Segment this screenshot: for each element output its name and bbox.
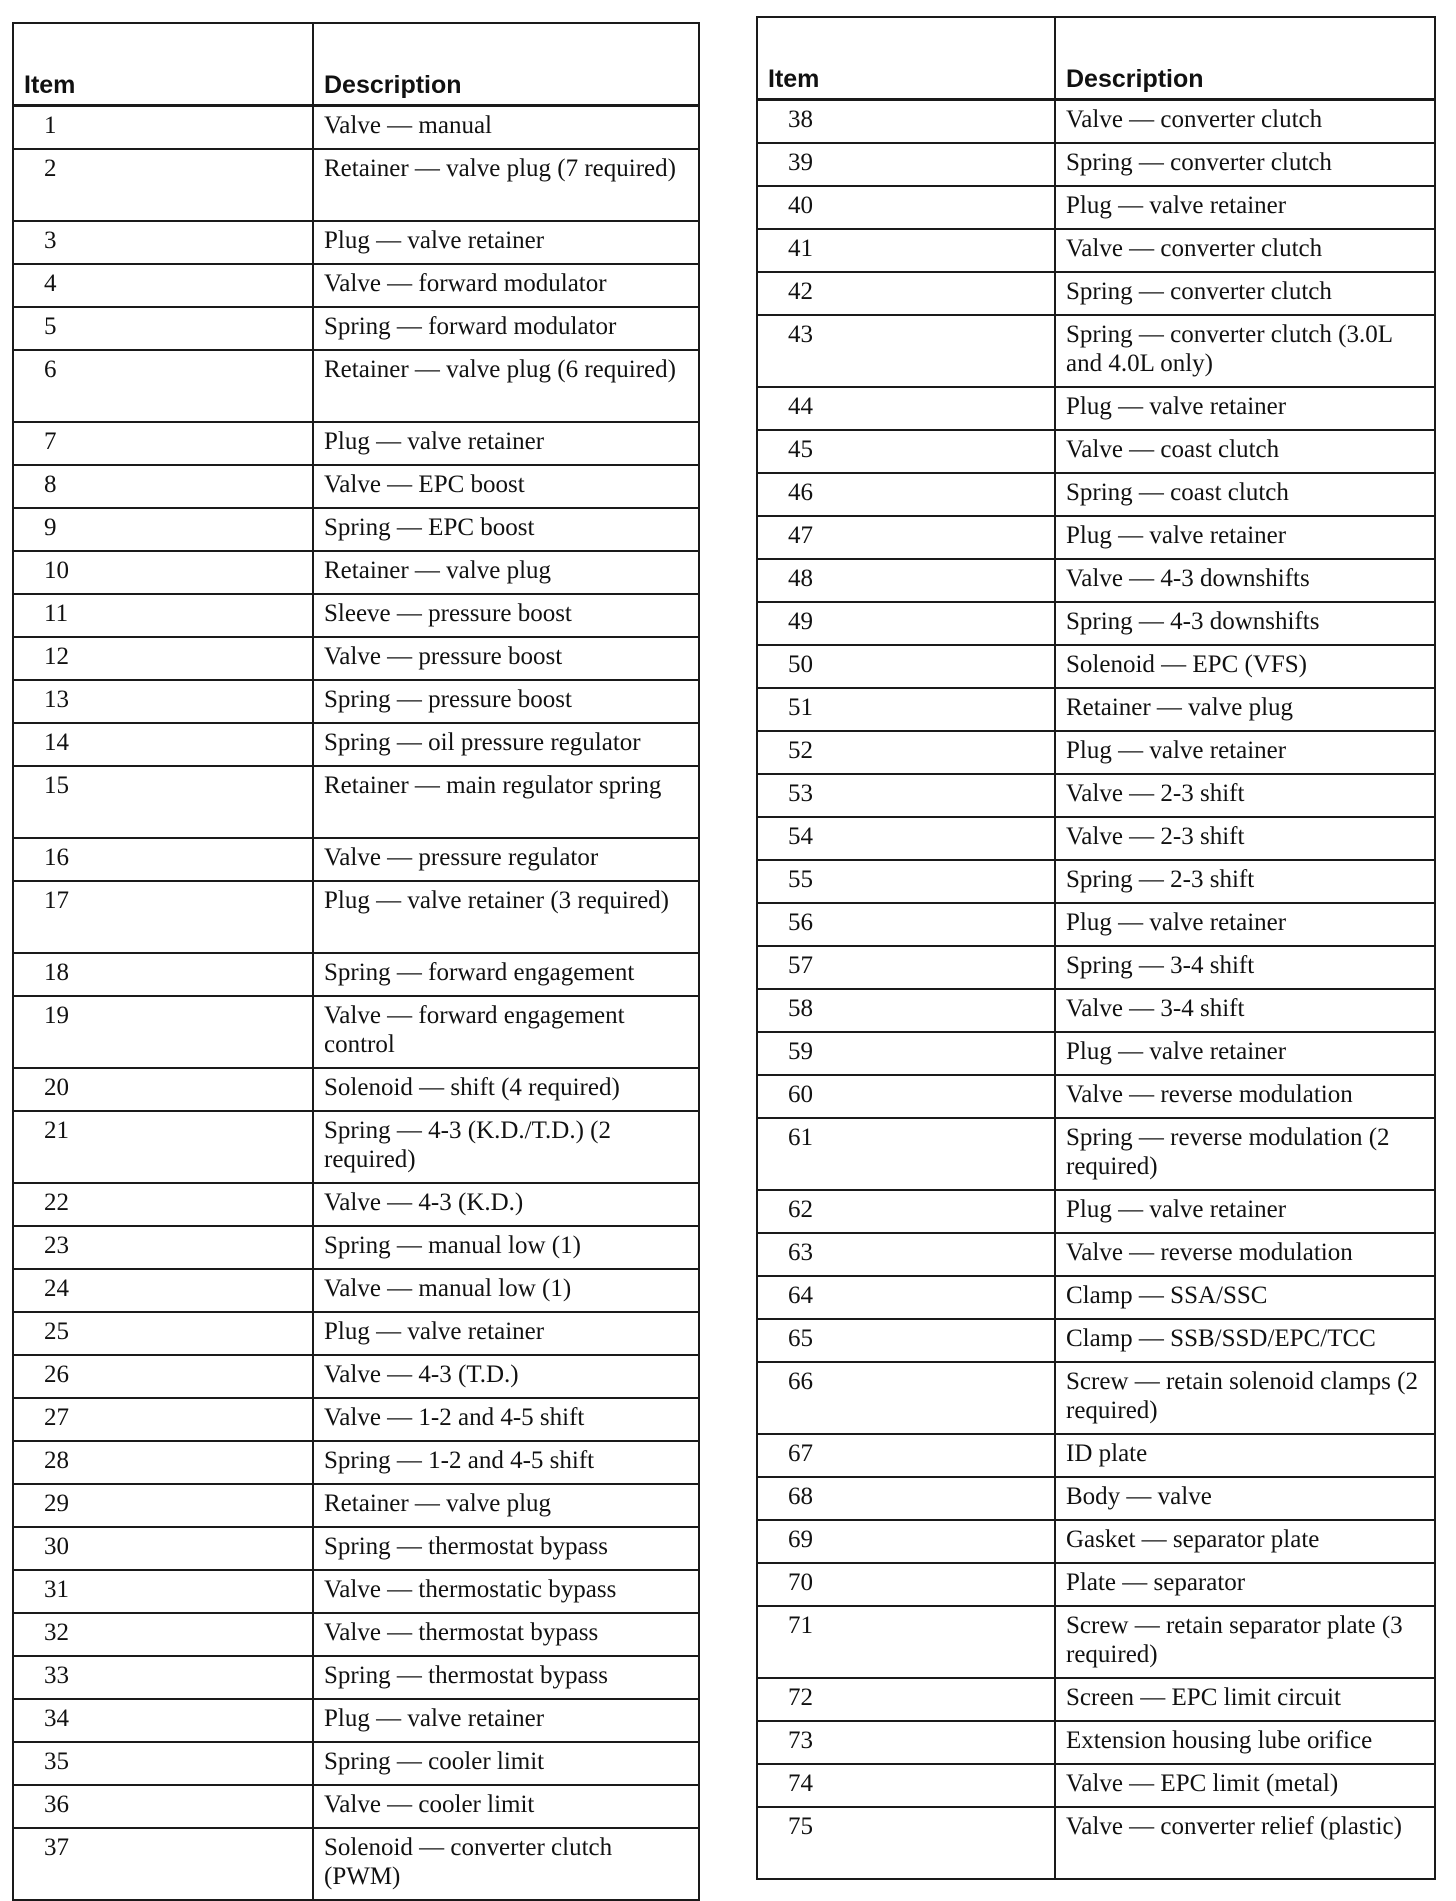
- item-number-cell: 6: [13, 350, 313, 422]
- table-row: [13, 1312, 699, 1355]
- table-row: [757, 946, 1435, 989]
- table-row: [13, 264, 699, 307]
- item-number-cell: 69: [757, 1520, 1055, 1563]
- item-description-cell: Plate — separator: [1055, 1563, 1435, 1606]
- item-number-cell: 31: [13, 1570, 313, 1613]
- item-description-cell: Spring — forward engagement: [313, 953, 699, 996]
- item-description-cell: Spring — pressure boost: [313, 680, 699, 723]
- item-description-cell: Valve — 2-3 shift: [1055, 817, 1435, 860]
- item-description-cell: Spring — coast clutch: [1055, 473, 1435, 516]
- item-number-cell: 56: [757, 903, 1055, 946]
- item-number-cell: 36: [13, 1785, 313, 1828]
- table-row: [13, 1398, 699, 1441]
- item-description-cell: Body — valve: [1055, 1477, 1435, 1520]
- item-number-cell: 72: [757, 1678, 1055, 1721]
- table-row: [13, 723, 699, 766]
- table-row: [13, 1484, 699, 1527]
- item-description-cell: Valve — 4-3 (T.D.): [313, 1355, 699, 1398]
- item-description-cell: Spring — EPC boost: [313, 508, 699, 551]
- item-number-cell: 5: [13, 307, 313, 350]
- item-description-cell: Retainer — valve plug: [1055, 688, 1435, 731]
- item-description-cell: Valve — EPC limit (metal): [1055, 1764, 1435, 1807]
- item-description-cell: Valve — coast clutch: [1055, 430, 1435, 473]
- item-number-cell: 47: [757, 516, 1055, 559]
- item-description-cell: Screen — EPC limit circuit: [1055, 1678, 1435, 1721]
- item-description-cell: Valve — reverse modulation: [1055, 1233, 1435, 1276]
- table-row: [757, 1276, 1435, 1319]
- parts-table-left: [12, 22, 700, 1901]
- table-row: [757, 315, 1435, 387]
- table-row: [13, 766, 699, 838]
- table-row: [13, 637, 699, 680]
- table-row: [13, 1269, 699, 1312]
- item-description-cell: Valve — thermostatic bypass: [313, 1570, 699, 1613]
- item-number-cell: 57: [757, 946, 1055, 989]
- item-description-cell: Spring — oil pressure regulator: [313, 723, 699, 766]
- table-row: [13, 1183, 699, 1226]
- item-description-cell: Plug — valve retainer: [1055, 731, 1435, 774]
- table-row: [757, 1807, 1435, 1879]
- item-description-cell: Spring — converter clutch: [1055, 143, 1435, 186]
- table-row: [757, 1477, 1435, 1520]
- table-row: [13, 996, 699, 1068]
- table-row: [757, 645, 1435, 688]
- table-row: [757, 1606, 1435, 1678]
- table-row: [757, 1563, 1435, 1606]
- item-description-cell: Plug — valve retainer: [1055, 1190, 1435, 1233]
- item-number-cell: 53: [757, 774, 1055, 817]
- item-number-cell: 70: [757, 1563, 1055, 1606]
- table-row: [13, 1570, 699, 1613]
- item-number-cell: 45: [757, 430, 1055, 473]
- item-number-cell: 3: [13, 221, 313, 264]
- item-number-cell: 66: [757, 1362, 1055, 1434]
- item-description-cell: Gasket — separator plate: [1055, 1520, 1435, 1563]
- item-description-cell: Valve — converter clutch: [1055, 229, 1435, 272]
- item-number-cell: 51: [757, 688, 1055, 731]
- item-description-cell: Plug — valve retainer: [313, 221, 699, 264]
- item-number-cell: 11: [13, 594, 313, 637]
- item-number-cell: 49: [757, 602, 1055, 645]
- item-description-cell: Screw — retain separator plate (3 required): [1055, 1606, 1435, 1678]
- item-number-cell: 28: [13, 1441, 313, 1484]
- item-description-cell: Spring — 4-3 downshifts: [1055, 602, 1435, 645]
- item-description-cell: Valve — EPC boost: [313, 465, 699, 508]
- item-description-cell: Spring — 1-2 and 4-5 shift: [313, 1441, 699, 1484]
- table-row: [757, 774, 1435, 817]
- table-row: [13, 221, 699, 264]
- item-number-cell: 46: [757, 473, 1055, 516]
- item-number-cell: 25: [13, 1312, 313, 1355]
- item-description-cell: Retainer — valve plug (6 required): [313, 350, 699, 422]
- item-description-cell: Sleeve — pressure boost: [313, 594, 699, 637]
- parts-table-right: [756, 16, 1436, 1880]
- item-description-cell: Spring — thermostat bypass: [313, 1656, 699, 1699]
- item-number-cell: 27: [13, 1398, 313, 1441]
- item-description-cell: ID plate: [1055, 1434, 1435, 1477]
- item-number-cell: 61: [757, 1118, 1055, 1190]
- item-number-cell: 71: [757, 1606, 1055, 1678]
- item-column-header: Item: [13, 23, 313, 106]
- table-row: [13, 1613, 699, 1656]
- item-number-cell: 35: [13, 1742, 313, 1785]
- table-row: [13, 838, 699, 881]
- item-number-cell: 65: [757, 1319, 1055, 1362]
- item-number-cell: 34: [13, 1699, 313, 1742]
- item-description-cell: Retainer — valve plug: [313, 1484, 699, 1527]
- table-row: [13, 1699, 699, 1742]
- item-number-cell: 32: [13, 1613, 313, 1656]
- item-number-cell: 30: [13, 1527, 313, 1570]
- item-description-cell: Solenoid — converter clutch (PWM): [313, 1828, 699, 1900]
- description-column-header: Description: [1055, 17, 1435, 100]
- item-description-cell: Plug — valve retainer: [1055, 1032, 1435, 1075]
- item-number-cell: 14: [13, 723, 313, 766]
- item-number-cell: 39: [757, 143, 1055, 186]
- item-number-cell: 75: [757, 1807, 1055, 1879]
- item-number-cell: 58: [757, 989, 1055, 1032]
- table-row: [757, 186, 1435, 229]
- item-number-cell: 23: [13, 1226, 313, 1269]
- item-number-cell: 29: [13, 1484, 313, 1527]
- table-row: [13, 422, 699, 465]
- item-number-cell: 74: [757, 1764, 1055, 1807]
- table-row: [757, 602, 1435, 645]
- item-description-cell: Spring — 3-4 shift: [1055, 946, 1435, 989]
- item-number-cell: 26: [13, 1355, 313, 1398]
- table-row: [757, 430, 1435, 473]
- table-row: [13, 953, 699, 996]
- item-description-cell: Plug — valve retainer: [313, 422, 699, 465]
- item-description-cell: Plug — valve retainer: [313, 1312, 699, 1355]
- table-row: [13, 881, 699, 953]
- table-row: [13, 1785, 699, 1828]
- item-number-cell: 38: [757, 100, 1055, 144]
- table-row: [757, 1434, 1435, 1477]
- table-row: [13, 1068, 699, 1111]
- table-row: [13, 680, 699, 723]
- table-row: [757, 1319, 1435, 1362]
- item-description-cell: Valve — reverse modulation: [1055, 1075, 1435, 1118]
- table-row: [13, 1742, 699, 1785]
- table-row: [757, 1764, 1435, 1807]
- parts-table-left-body: [13, 106, 699, 1901]
- table-row: [13, 307, 699, 350]
- item-description-cell: Valve — 1-2 and 4-5 shift: [313, 1398, 699, 1441]
- item-description-cell: Spring — manual low (1): [313, 1226, 699, 1269]
- table-row: [757, 100, 1435, 144]
- table-row: [757, 272, 1435, 315]
- item-number-cell: 44: [757, 387, 1055, 430]
- table-row: [13, 1355, 699, 1398]
- item-description-cell: Valve — converter clutch: [1055, 100, 1435, 144]
- item-description-cell: Spring — cooler limit: [313, 1742, 699, 1785]
- item-description-cell: Valve — 2-3 shift: [1055, 774, 1435, 817]
- parts-table-right-body: [757, 100, 1435, 1880]
- table-row: [13, 508, 699, 551]
- item-description-cell: Valve — converter relief (plastic): [1055, 1807, 1435, 1879]
- item-number-cell: 54: [757, 817, 1055, 860]
- item-number-cell: 63: [757, 1233, 1055, 1276]
- item-number-cell: 68: [757, 1477, 1055, 1520]
- item-number-cell: 12: [13, 637, 313, 680]
- item-number-cell: 41: [757, 229, 1055, 272]
- item-description-cell: Plug — valve retainer: [1055, 186, 1435, 229]
- table-row: [757, 817, 1435, 860]
- item-description-cell: Valve — forward modulator: [313, 264, 699, 307]
- table-row: [757, 989, 1435, 1032]
- item-description-cell: Plug — valve retainer: [1055, 516, 1435, 559]
- table-row: [757, 860, 1435, 903]
- item-number-cell: 7: [13, 422, 313, 465]
- item-number-cell: 2: [13, 149, 313, 221]
- item-description-cell: Valve — 4-3 downshifts: [1055, 559, 1435, 602]
- item-description-cell: Spring — converter clutch: [1055, 272, 1435, 315]
- table-row: [757, 731, 1435, 774]
- item-number-cell: 64: [757, 1276, 1055, 1319]
- item-number-cell: 42: [757, 272, 1055, 315]
- item-number-cell: 24: [13, 1269, 313, 1312]
- item-description-cell: Solenoid — shift (4 required): [313, 1068, 699, 1111]
- item-number-cell: 21: [13, 1111, 313, 1183]
- item-number-cell: 50: [757, 645, 1055, 688]
- table-row: [13, 594, 699, 637]
- table-row: [757, 1520, 1435, 1563]
- item-description-cell: Clamp — SSA/SSC: [1055, 1276, 1435, 1319]
- table-row: [13, 1441, 699, 1484]
- table-header-row: [757, 17, 1435, 100]
- item-description-cell: Valve — manual low (1): [313, 1269, 699, 1312]
- table-row: [13, 1226, 699, 1269]
- item-number-cell: 73: [757, 1721, 1055, 1764]
- table-row: [757, 903, 1435, 946]
- item-description-cell: Valve — thermostat bypass: [313, 1613, 699, 1656]
- item-number-cell: 16: [13, 838, 313, 881]
- table-row: [13, 106, 699, 150]
- item-description-cell: Valve — cooler limit: [313, 1785, 699, 1828]
- item-number-cell: 13: [13, 680, 313, 723]
- item-number-cell: 22: [13, 1183, 313, 1226]
- item-number-cell: 10: [13, 551, 313, 594]
- table-row: [757, 387, 1435, 430]
- item-number-cell: 17: [13, 881, 313, 953]
- item-number-cell: 33: [13, 1656, 313, 1699]
- item-description-cell: Plug — valve retainer (3 required): [313, 881, 699, 953]
- table-row: [757, 1678, 1435, 1721]
- item-number-cell: 59: [757, 1032, 1055, 1075]
- item-number-cell: 67: [757, 1434, 1055, 1477]
- item-description-cell: Plug — valve retainer: [1055, 387, 1435, 430]
- item-number-cell: 1: [13, 106, 313, 150]
- item-number-cell: 55: [757, 860, 1055, 903]
- table-row: [13, 551, 699, 594]
- table-row: [757, 1032, 1435, 1075]
- item-description-cell: Spring — forward modulator: [313, 307, 699, 350]
- table-row: [757, 1721, 1435, 1764]
- item-number-cell: 48: [757, 559, 1055, 602]
- table-row: [757, 1362, 1435, 1434]
- item-description-cell: Valve — manual: [313, 106, 699, 150]
- table-row: [757, 229, 1435, 272]
- table-row: [757, 473, 1435, 516]
- table-row: [757, 516, 1435, 559]
- item-description-cell: Spring — thermostat bypass: [313, 1527, 699, 1570]
- description-column-header: Description: [313, 23, 699, 106]
- table-row: [13, 1656, 699, 1699]
- item-description-cell: Spring — converter clutch (3.0L and 4.0L only): [1055, 315, 1435, 387]
- item-description-cell: Valve — forward engagement control: [313, 996, 699, 1068]
- table-row: [13, 1828, 699, 1900]
- item-number-cell: 8: [13, 465, 313, 508]
- item-number-cell: 4: [13, 264, 313, 307]
- table-row: [757, 1075, 1435, 1118]
- item-description-cell: Plug — valve retainer: [313, 1699, 699, 1742]
- item-description-cell: Extension housing lube orifice: [1055, 1721, 1435, 1764]
- item-number-cell: 20: [13, 1068, 313, 1111]
- item-description-cell: Valve — 3-4 shift: [1055, 989, 1435, 1032]
- item-description-cell: Clamp — SSB/SSD/EPC/TCC: [1055, 1319, 1435, 1362]
- table-row: [13, 465, 699, 508]
- table-row: [757, 1190, 1435, 1233]
- table-header-row: [13, 23, 699, 106]
- item-number-cell: 19: [13, 996, 313, 1068]
- item-description-cell: Valve — pressure regulator: [313, 838, 699, 881]
- item-number-cell: 43: [757, 315, 1055, 387]
- item-description-cell: Spring — reverse modulation (2 required): [1055, 1118, 1435, 1190]
- item-number-cell: 40: [757, 186, 1055, 229]
- table-row: [757, 559, 1435, 602]
- table-row: [13, 350, 699, 422]
- item-description-cell: Retainer — main regulator spring: [313, 766, 699, 838]
- item-description-cell: Solenoid — EPC (VFS): [1055, 645, 1435, 688]
- item-number-cell: 9: [13, 508, 313, 551]
- item-description-cell: Valve — pressure boost: [313, 637, 699, 680]
- item-number-cell: 62: [757, 1190, 1055, 1233]
- item-description-cell: Screw — retain solenoid clamps (2 required): [1055, 1362, 1435, 1434]
- item-column-header: Item: [757, 17, 1055, 100]
- table-row: [13, 149, 699, 221]
- table-row: [757, 688, 1435, 731]
- item-number-cell: 60: [757, 1075, 1055, 1118]
- table-row: [757, 1118, 1435, 1190]
- item-description-cell: Spring — 2-3 shift: [1055, 860, 1435, 903]
- item-number-cell: 37: [13, 1828, 313, 1900]
- item-description-cell: Retainer — valve plug: [313, 551, 699, 594]
- table-row: [13, 1527, 699, 1570]
- table-row: [13, 1111, 699, 1183]
- item-description-cell: Valve — 4-3 (K.D.): [313, 1183, 699, 1226]
- table-row: [757, 1233, 1435, 1276]
- item-number-cell: 15: [13, 766, 313, 838]
- item-description-cell: Spring — 4-3 (K.D./T.D.) (2 required): [313, 1111, 699, 1183]
- item-description-cell: Plug — valve retainer: [1055, 903, 1435, 946]
- item-description-cell: Retainer — valve plug (7 required): [313, 149, 699, 221]
- item-number-cell: 18: [13, 953, 313, 996]
- table-row: [757, 143, 1435, 186]
- item-number-cell: 52: [757, 731, 1055, 774]
